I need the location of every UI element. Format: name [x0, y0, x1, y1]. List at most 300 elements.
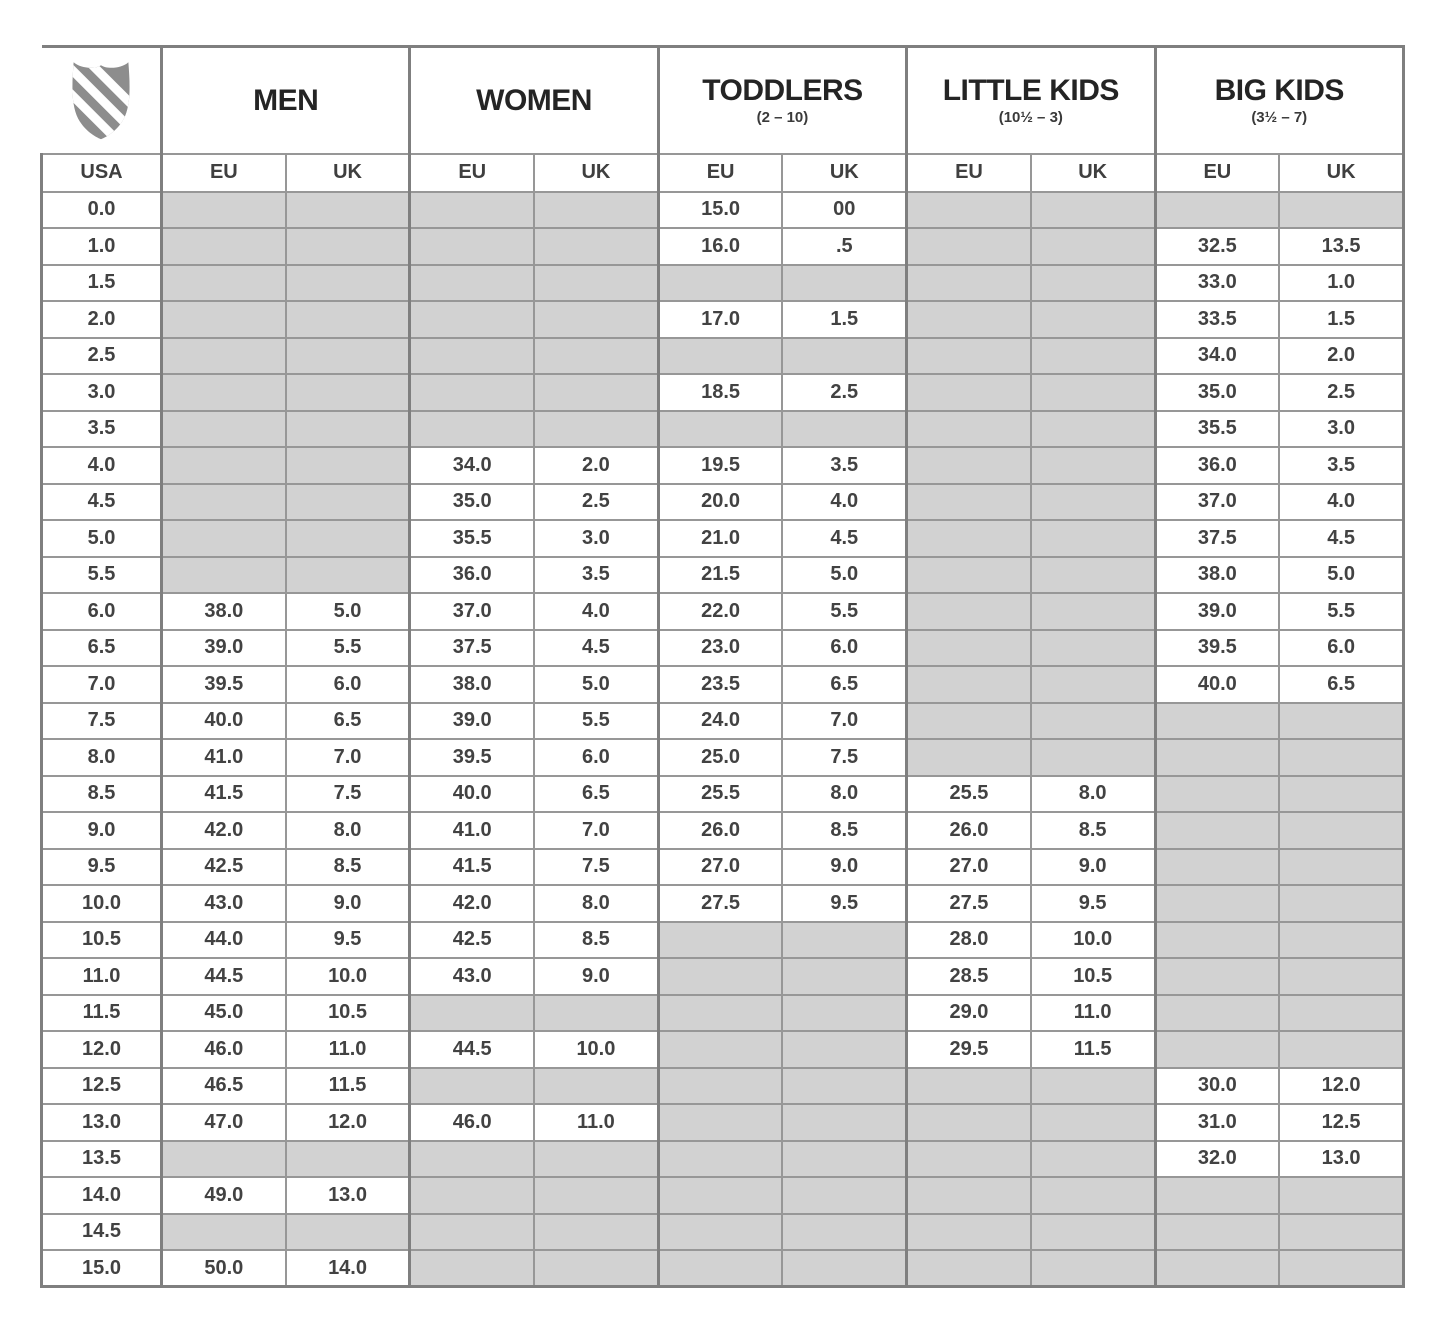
women-uk-header: UK: [534, 154, 658, 192]
size-cell: 3.5: [1279, 447, 1403, 484]
size-cell: 37.5: [1155, 520, 1279, 557]
group-subtitle-little-kids: (10½ – 3): [998, 108, 1063, 126]
size-cell: [1279, 849, 1403, 886]
size-cell: [534, 301, 658, 338]
size-cell: [907, 374, 1031, 411]
usa-size-cell: 0.0: [42, 192, 162, 229]
size-cell: [907, 593, 1031, 630]
table-row: [42, 703, 1404, 740]
size-cell: 35.5: [1155, 411, 1279, 448]
size-cell: 35.0: [1155, 374, 1279, 411]
table-row: [42, 1068, 1404, 1105]
table-row: [42, 666, 1404, 703]
size-cell: 38.0: [162, 593, 286, 630]
size-cell: 8.5: [782, 812, 906, 849]
unit-header-row: [42, 154, 1404, 192]
size-cell: [907, 1214, 1031, 1251]
size-cell: [907, 265, 1031, 302]
size-cell: [1031, 484, 1155, 521]
size-cell: 32.0: [1155, 1141, 1279, 1178]
table-row: [42, 265, 1404, 302]
usa-size-cell: 11.0: [42, 958, 162, 995]
table-row: [42, 812, 1404, 849]
size-cell: [1279, 192, 1403, 229]
size-cell: 29.5: [907, 1031, 1031, 1068]
size-cell: [658, 1068, 782, 1105]
size-cell: [1031, 301, 1155, 338]
size-cell: 21.5: [658, 557, 782, 594]
size-cell: [1155, 849, 1279, 886]
table-row: [42, 1214, 1404, 1251]
table-row: [42, 374, 1404, 411]
usa-size-cell: 9.0: [42, 812, 162, 849]
size-cell: [907, 666, 1031, 703]
size-cell: [782, 265, 906, 302]
size-cell: 13.0: [286, 1177, 410, 1214]
usa-size-cell: 1.0: [42, 228, 162, 265]
size-cell: [162, 265, 286, 302]
size-cell: 3.0: [1279, 411, 1403, 448]
size-cell: [1031, 1214, 1155, 1251]
size-cell: 4.5: [534, 630, 658, 667]
usa-size-cell: 3.0: [42, 374, 162, 411]
size-cell: 8.0: [782, 776, 906, 813]
size-cell: [907, 1250, 1031, 1287]
size-cell: 14.0: [286, 1250, 410, 1287]
size-cell: 25.0: [658, 739, 782, 776]
group-header-men: [162, 47, 410, 154]
size-cell: 44.5: [410, 1031, 534, 1068]
size-cell: [534, 1214, 658, 1251]
size-cell: 35.5: [410, 520, 534, 557]
size-cell: 10.5: [286, 995, 410, 1032]
size-cell: [1155, 776, 1279, 813]
size-cell: [1279, 703, 1403, 740]
size-cell: [1155, 1031, 1279, 1068]
size-cell: [1279, 776, 1403, 813]
table-row: [42, 739, 1404, 776]
size-cell: 49.0: [162, 1177, 286, 1214]
size-cell: 23.5: [658, 666, 782, 703]
size-cell: [1279, 885, 1403, 922]
size-cell: [1279, 739, 1403, 776]
size-cell: [534, 374, 658, 411]
size-cell: [534, 265, 658, 302]
size-cell: [286, 265, 410, 302]
size-cell: 33.5: [1155, 301, 1279, 338]
size-cell: 6.0: [286, 666, 410, 703]
size-cell: 41.5: [410, 849, 534, 886]
size-cell: 26.0: [907, 812, 1031, 849]
table-row: [42, 995, 1404, 1032]
size-cell: 40.0: [1155, 666, 1279, 703]
size-cell: [1031, 1141, 1155, 1178]
size-cell: [658, 265, 782, 302]
size-cell: 9.5: [286, 922, 410, 959]
group-header-big-kids: [1155, 47, 1404, 154]
size-cell: 32.5: [1155, 228, 1279, 265]
size-cell: 5.5: [286, 630, 410, 667]
size-cell: [1031, 374, 1155, 411]
big-kids-uk-header: UK: [1279, 154, 1403, 192]
size-cell: 5.5: [782, 593, 906, 630]
size-cell: [162, 520, 286, 557]
size-cell: 41.0: [410, 812, 534, 849]
size-cell: 17.0: [658, 301, 782, 338]
size-cell: [286, 228, 410, 265]
size-cell: 23.0: [658, 630, 782, 667]
size-cell: [534, 1250, 658, 1287]
size-cell: [658, 922, 782, 959]
table-row: [42, 885, 1404, 922]
size-cell: [907, 301, 1031, 338]
group-label-men: MEN: [253, 83, 319, 117]
usa-size-cell: 11.5: [42, 995, 162, 1032]
size-cell: [410, 1214, 534, 1251]
usa-size-cell: 8.0: [42, 739, 162, 776]
size-cell: 9.0: [286, 885, 410, 922]
size-cell: 7.5: [534, 849, 658, 886]
size-cell: 36.0: [1155, 447, 1279, 484]
size-cell: 37.0: [410, 593, 534, 630]
size-cell: [534, 228, 658, 265]
usa-size-cell: 10.5: [42, 922, 162, 959]
size-cell: 44.0: [162, 922, 286, 959]
usa-size-cell: 7.0: [42, 666, 162, 703]
table-row: [42, 557, 1404, 594]
size-cell: 8.5: [286, 849, 410, 886]
size-cell: 3.5: [782, 447, 906, 484]
size-cell: [410, 192, 534, 229]
size-cell: 28.0: [907, 922, 1031, 959]
usa-size-cell: 5.5: [42, 557, 162, 594]
size-cell: [1031, 411, 1155, 448]
size-cell: [658, 1141, 782, 1178]
size-cell: [907, 1141, 1031, 1178]
size-cell: 27.5: [658, 885, 782, 922]
men-uk-header: UK: [286, 154, 410, 192]
usa-size-cell: 15.0: [42, 1250, 162, 1287]
size-cell: [162, 374, 286, 411]
size-cell: [782, 411, 906, 448]
size-cell: 24.0: [658, 703, 782, 740]
table-row: [42, 301, 1404, 338]
size-cell: 9.0: [1031, 849, 1155, 886]
size-cell: [410, 374, 534, 411]
size-cell: 7.0: [534, 812, 658, 849]
size-cell: [286, 447, 410, 484]
size-cell: [782, 958, 906, 995]
table-row: [42, 1177, 1404, 1214]
size-cell: [907, 192, 1031, 229]
size-cell: 4.0: [534, 593, 658, 630]
size-cell: 5.5: [534, 703, 658, 740]
size-cell: 8.5: [1031, 812, 1155, 849]
size-cell: [410, 1177, 534, 1214]
size-cell: [1031, 1250, 1155, 1287]
size-cell: [1031, 593, 1155, 630]
size-cell: 12.5: [1279, 1104, 1403, 1141]
size-cell: 38.0: [410, 666, 534, 703]
size-cell: [1031, 666, 1155, 703]
size-cell: 8.0: [1031, 776, 1155, 813]
size-cell: [1279, 812, 1403, 849]
group-header-little-kids: [907, 47, 1155, 154]
size-cell: 4.0: [782, 484, 906, 521]
size-cell: 30.0: [1155, 1068, 1279, 1105]
size-cell: 33.0: [1155, 265, 1279, 302]
men-eu-header: EU: [162, 154, 286, 192]
size-cell: [286, 338, 410, 375]
table-row: [42, 1031, 1404, 1068]
size-cell: 35.0: [410, 484, 534, 521]
size-cell: 36.0: [410, 557, 534, 594]
women-eu-header: EU: [410, 154, 534, 192]
table-row: [42, 776, 1404, 813]
usa-size-cell: 13.0: [42, 1104, 162, 1141]
size-cell: 31.0: [1155, 1104, 1279, 1141]
size-cell: [907, 739, 1031, 776]
size-cell: [1031, 265, 1155, 302]
size-cell: 18.5: [658, 374, 782, 411]
size-cell: 46.0: [410, 1104, 534, 1141]
size-cell: [907, 1104, 1031, 1141]
size-cell: [1155, 995, 1279, 1032]
size-cell: 39.0: [410, 703, 534, 740]
size-cell: [1031, 1104, 1155, 1141]
size-cell: [782, 1031, 906, 1068]
size-cell: [410, 1141, 534, 1178]
size-cell: [534, 1177, 658, 1214]
little-kids-eu-header: EU: [907, 154, 1031, 192]
size-cell: 40.0: [162, 703, 286, 740]
size-cell: 13.5: [1279, 228, 1403, 265]
size-cell: [782, 1104, 906, 1141]
size-cell: [1155, 1214, 1279, 1251]
size-cell: 11.0: [286, 1031, 410, 1068]
size-cell: [1155, 739, 1279, 776]
table-row: [42, 338, 1404, 375]
size-cell: 9.5: [1031, 885, 1155, 922]
size-cell: [1031, 228, 1155, 265]
size-cell: [1031, 1177, 1155, 1214]
size-cell: 13.0: [1279, 1141, 1403, 1178]
group-subtitle-toddlers: (2 – 10): [756, 108, 809, 126]
size-cell: [162, 447, 286, 484]
usa-size-cell: 4.0: [42, 447, 162, 484]
size-cell: 46.0: [162, 1031, 286, 1068]
usa-size-cell: 13.5: [42, 1141, 162, 1178]
size-cell: [1279, 958, 1403, 995]
size-cell: [286, 192, 410, 229]
size-cell: [286, 520, 410, 557]
size-cell: 25.5: [907, 776, 1031, 813]
size-cell: 42.0: [162, 812, 286, 849]
size-cell: 9.0: [534, 958, 658, 995]
size-cell: 39.5: [1155, 630, 1279, 667]
size-cell: [534, 995, 658, 1032]
size-cell: [907, 411, 1031, 448]
k-swiss-shield-icon: [64, 58, 138, 142]
size-cell: [162, 1214, 286, 1251]
size-cell: [907, 557, 1031, 594]
size-cell: [907, 1177, 1031, 1214]
table-row: [42, 958, 1404, 995]
size-cell: [1279, 1250, 1403, 1287]
usa-size-cell: 5.0: [42, 520, 162, 557]
size-cell: [286, 411, 410, 448]
size-cell: [162, 484, 286, 521]
size-cell: 8.0: [534, 885, 658, 922]
usa-size-cell: 1.5: [42, 265, 162, 302]
size-cell: [1155, 922, 1279, 959]
size-cell: [410, 338, 534, 375]
size-cell: [782, 1177, 906, 1214]
size-cell: 12.0: [1279, 1068, 1403, 1105]
size-cell: 10.0: [534, 1031, 658, 1068]
size-cell: [1031, 703, 1155, 740]
size-cell: 2.0: [1279, 338, 1403, 375]
table-row: [42, 447, 1404, 484]
size-cell: 10.0: [286, 958, 410, 995]
size-cell: [286, 484, 410, 521]
size-cell: [1155, 1177, 1279, 1214]
size-cell: [162, 411, 286, 448]
size-cell: [1155, 192, 1279, 229]
size-cell: 11.0: [1031, 995, 1155, 1032]
size-cell: 25.5: [658, 776, 782, 813]
size-cell: [907, 1068, 1031, 1105]
size-cell: 2.5: [1279, 374, 1403, 411]
size-cell: 27.0: [907, 849, 1031, 886]
table-row: [42, 1250, 1404, 1287]
usa-size-cell: 2.0: [42, 301, 162, 338]
size-cell: 1.5: [1279, 301, 1403, 338]
table-row: [42, 630, 1404, 667]
size-cell: [162, 557, 286, 594]
usa-column-header: USA: [42, 154, 162, 192]
size-cell: [782, 1141, 906, 1178]
size-cell: [1031, 1068, 1155, 1105]
size-cell: [162, 228, 286, 265]
size-cell: 39.0: [162, 630, 286, 667]
size-cell: 42.5: [410, 922, 534, 959]
size-cell: 5.0: [1279, 557, 1403, 594]
size-cell: [534, 1141, 658, 1178]
size-cell: [782, 338, 906, 375]
size-cell: 42.0: [410, 885, 534, 922]
size-cell: 10.5: [1031, 958, 1155, 995]
group-header-row: [42, 47, 1404, 154]
size-cell: 2.5: [782, 374, 906, 411]
size-cell: 5.5: [1279, 593, 1403, 630]
size-cell: [1031, 192, 1155, 229]
size-cell: 2.0: [534, 447, 658, 484]
size-cell: [658, 338, 782, 375]
size-cell: [1031, 630, 1155, 667]
size-cell: [534, 1068, 658, 1105]
size-cell: 8.0: [286, 812, 410, 849]
size-cell: [907, 484, 1031, 521]
size-cell: [410, 1068, 534, 1105]
size-cell: 45.0: [162, 995, 286, 1032]
size-cell: [658, 1104, 782, 1141]
usa-size-cell: 4.5: [42, 484, 162, 521]
shoe-size-conversion-table: [40, 45, 1405, 1288]
toddlers-eu-header: EU: [658, 154, 782, 192]
group-header-toddlers: [658, 47, 906, 154]
usa-size-cell: 14.5: [42, 1214, 162, 1251]
size-cell: 27.5: [907, 885, 1031, 922]
size-cell: [1279, 922, 1403, 959]
size-cell: 7.0: [782, 703, 906, 740]
size-cell: 39.5: [410, 739, 534, 776]
usa-size-cell: 3.5: [42, 411, 162, 448]
size-cell: [658, 958, 782, 995]
size-cell: [1279, 1031, 1403, 1068]
usa-size-cell: 12.5: [42, 1068, 162, 1105]
size-cell: 38.0: [1155, 557, 1279, 594]
size-cell: [410, 1250, 534, 1287]
table-row: [42, 1141, 1404, 1178]
size-cell: 39.5: [162, 666, 286, 703]
group-header-women: [410, 47, 658, 154]
size-cell: 5.0: [286, 593, 410, 630]
size-cell: [782, 1068, 906, 1105]
size-cell: [1155, 1250, 1279, 1287]
table-row: [42, 192, 1404, 229]
usa-size-cell: 9.5: [42, 849, 162, 886]
size-cell: [1279, 1177, 1403, 1214]
size-cell: 11.5: [286, 1068, 410, 1105]
size-cell: 12.0: [286, 1104, 410, 1141]
size-cell: 21.0: [658, 520, 782, 557]
size-cell: 20.0: [658, 484, 782, 521]
size-cell: [1155, 885, 1279, 922]
size-cell: 9.0: [782, 849, 906, 886]
usa-size-cell: 7.5: [42, 703, 162, 740]
size-cell: [782, 1214, 906, 1251]
usa-size-cell: 12.0: [42, 1031, 162, 1068]
table-row: [42, 484, 1404, 521]
size-cell: 6.5: [782, 666, 906, 703]
size-cell: [1279, 995, 1403, 1032]
size-table-body: [42, 192, 1404, 1287]
size-cell: 42.5: [162, 849, 286, 886]
size-cell: [1031, 520, 1155, 557]
table-row: [42, 411, 1404, 448]
size-cell: 34.0: [1155, 338, 1279, 375]
size-cell: [162, 301, 286, 338]
size-cell: 11.5: [1031, 1031, 1155, 1068]
size-cell: 7.5: [286, 776, 410, 813]
size-cell: [782, 922, 906, 959]
size-cell: 19.5: [658, 447, 782, 484]
size-cell: 39.0: [1155, 593, 1279, 630]
size-cell: 47.0: [162, 1104, 286, 1141]
size-cell: 4.5: [782, 520, 906, 557]
size-cell: 1.0: [1279, 265, 1403, 302]
size-cell: [534, 411, 658, 448]
size-cell: 37.5: [410, 630, 534, 667]
size-cell: [1155, 703, 1279, 740]
size-cell: 27.0: [658, 849, 782, 886]
group-subtitle-big-kids: (3½ – 7): [1251, 108, 1308, 126]
size-cell: 7.0: [286, 739, 410, 776]
size-cell: [1031, 447, 1155, 484]
usa-size-cell: 6.5: [42, 630, 162, 667]
size-cell: [658, 995, 782, 1032]
